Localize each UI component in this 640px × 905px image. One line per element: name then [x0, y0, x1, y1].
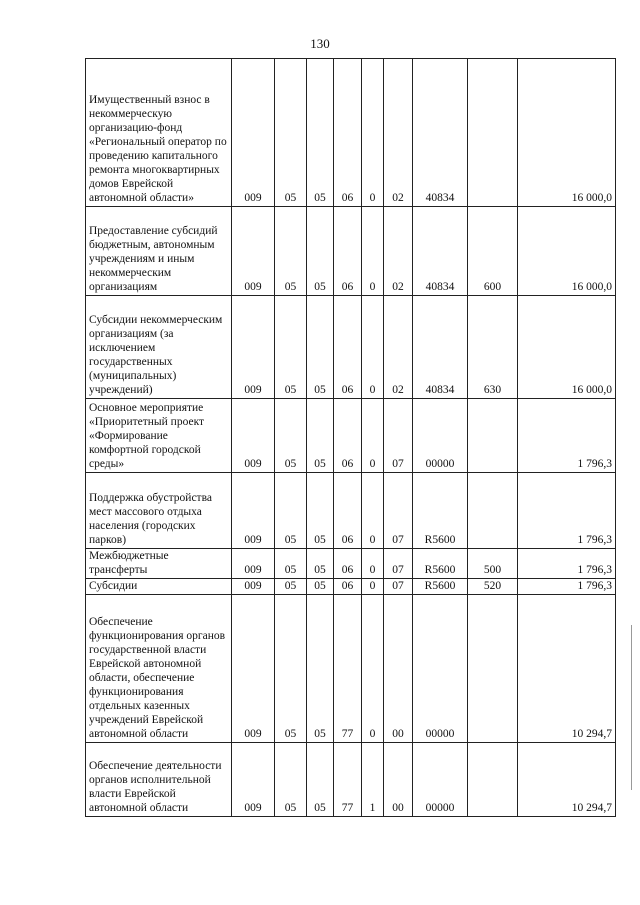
row-name: Основное мероприятие «Приоритетный проект «Формирование комфортной городской среды»: [86, 399, 232, 473]
cell-expense-type: [468, 595, 518, 743]
cell-subprogram: 0: [362, 399, 384, 473]
table-row: [86, 399, 616, 473]
cell-subsection: 05: [307, 59, 334, 207]
cell-section: 05: [275, 595, 307, 743]
cell-main-event: 00: [384, 595, 413, 743]
cell-ministry: 009: [232, 549, 275, 579]
cell-main-event: 07: [384, 549, 413, 579]
cell-main-event: 00: [384, 743, 413, 817]
row-name: Межбюджетные трансферты: [86, 549, 232, 579]
cell-expense-type: [468, 399, 518, 473]
cell-expense-type: 600: [468, 207, 518, 296]
table-row: [86, 743, 616, 817]
cell-amount: 10 294,7: [518, 743, 616, 817]
cell-expense-type: 500: [468, 549, 518, 579]
cell-subsection: 05: [307, 579, 334, 595]
cell-program: 06: [334, 207, 362, 296]
cell-section: 05: [275, 399, 307, 473]
cell-subsection: 05: [307, 549, 334, 579]
cell-direction: R5600: [413, 579, 468, 595]
cell-direction: 40834: [413, 207, 468, 296]
row-name: Предоставление субсидий бюджетным, автономным учреждениям и иным некоммерческим организациям: [86, 207, 232, 296]
table-row: [86, 296, 616, 399]
cell-expense-type: [468, 473, 518, 549]
row-name: Обеспечение деятельности органов исполнительной власти Еврейской автономной области: [86, 743, 232, 817]
cell-subprogram: 0: [362, 549, 384, 579]
cell-direction: R5600: [413, 473, 468, 549]
page-number: 130: [310, 36, 330, 51]
row-name: Субсидии некоммерческим организациям (за исключением государственных (муниципальных) учреждений): [86, 296, 232, 399]
cell-ministry: 009: [232, 579, 275, 595]
cell-amount: 16 000,0: [518, 59, 616, 207]
cell-expense-type: 630: [468, 296, 518, 399]
cell-ministry: 009: [232, 743, 275, 817]
cell-subprogram: 0: [362, 207, 384, 296]
cell-main-event: 07: [384, 579, 413, 595]
cell-program: 06: [334, 579, 362, 595]
cell-program: 06: [334, 296, 362, 399]
cell-ministry: 009: [232, 207, 275, 296]
cell-subsection: 05: [307, 743, 334, 817]
cell-ministry: 009: [232, 296, 275, 399]
row-name: Имущественный взнос в некоммерческую организацию-фонд «Региональный оператор по проведению капитального ремонта многоквартирных домов Еврейской автономной области»: [86, 59, 232, 207]
cell-amount: 16 000,0: [518, 296, 616, 399]
table-row: [86, 473, 616, 549]
row-name: Обеспечение функционирования органов государственной власти Еврейской автономной области, обеспечение функционирования отдельных казенных учреждений Еврейской автономной области: [86, 595, 232, 743]
cell-subprogram: 0: [362, 296, 384, 399]
scan-margin-line: [631, 625, 632, 790]
cell-subsection: 05: [307, 399, 334, 473]
cell-section: 05: [275, 579, 307, 595]
table-row: [86, 207, 616, 296]
row-name: Поддержка обустройства мест массового отдыха населения (городских парков): [86, 473, 232, 549]
cell-section: 05: [275, 473, 307, 549]
cell-ministry: 009: [232, 399, 275, 473]
cell-direction: 00000: [413, 595, 468, 743]
cell-amount: 1 796,3: [518, 579, 616, 595]
cell-program: 06: [334, 399, 362, 473]
cell-program: 06: [334, 473, 362, 549]
cell-direction: R5600: [413, 549, 468, 579]
cell-subsection: 05: [307, 207, 334, 296]
cell-expense-type: 520: [468, 579, 518, 595]
cell-amount: 1 796,3: [518, 399, 616, 473]
table-row: [86, 549, 616, 579]
cell-ministry: 009: [232, 59, 275, 207]
cell-subsection: 05: [307, 595, 334, 743]
cell-amount: 1 796,3: [518, 473, 616, 549]
cell-program: 06: [334, 59, 362, 207]
table-row: [86, 59, 616, 207]
cell-main-event: 07: [384, 399, 413, 473]
cell-amount: 1 796,3: [518, 549, 616, 579]
cell-direction: 00000: [413, 743, 468, 817]
cell-expense-type: [468, 743, 518, 817]
cell-subsection: 05: [307, 296, 334, 399]
cell-section: 05: [275, 207, 307, 296]
cell-section: 05: [275, 743, 307, 817]
cell-program: 77: [334, 743, 362, 817]
cell-main-event: 02: [384, 207, 413, 296]
budget-table: [85, 58, 616, 817]
cell-main-event: 07: [384, 473, 413, 549]
cell-section: 05: [275, 549, 307, 579]
table-row: [86, 579, 616, 595]
row-name: Субсидии: [86, 579, 232, 595]
cell-subprogram: 0: [362, 579, 384, 595]
cell-main-event: 02: [384, 296, 413, 399]
cell-direction: 00000: [413, 399, 468, 473]
cell-subprogram: 0: [362, 595, 384, 743]
cell-expense-type: [468, 59, 518, 207]
cell-amount: 16 000,0: [518, 207, 616, 296]
cell-section: 05: [275, 296, 307, 399]
cell-subprogram: 0: [362, 59, 384, 207]
cell-ministry: 009: [232, 595, 275, 743]
table-row: [86, 595, 616, 743]
cell-subsection: 05: [307, 473, 334, 549]
cell-subprogram: 1: [362, 743, 384, 817]
cell-amount: 10 294,7: [518, 595, 616, 743]
cell-section: 05: [275, 59, 307, 207]
cell-ministry: 009: [232, 473, 275, 549]
cell-program: 06: [334, 549, 362, 579]
cell-direction: 40834: [413, 296, 468, 399]
cell-direction: 40834: [413, 59, 468, 207]
cell-subprogram: 0: [362, 473, 384, 549]
cell-main-event: 02: [384, 59, 413, 207]
cell-program: 77: [334, 595, 362, 743]
